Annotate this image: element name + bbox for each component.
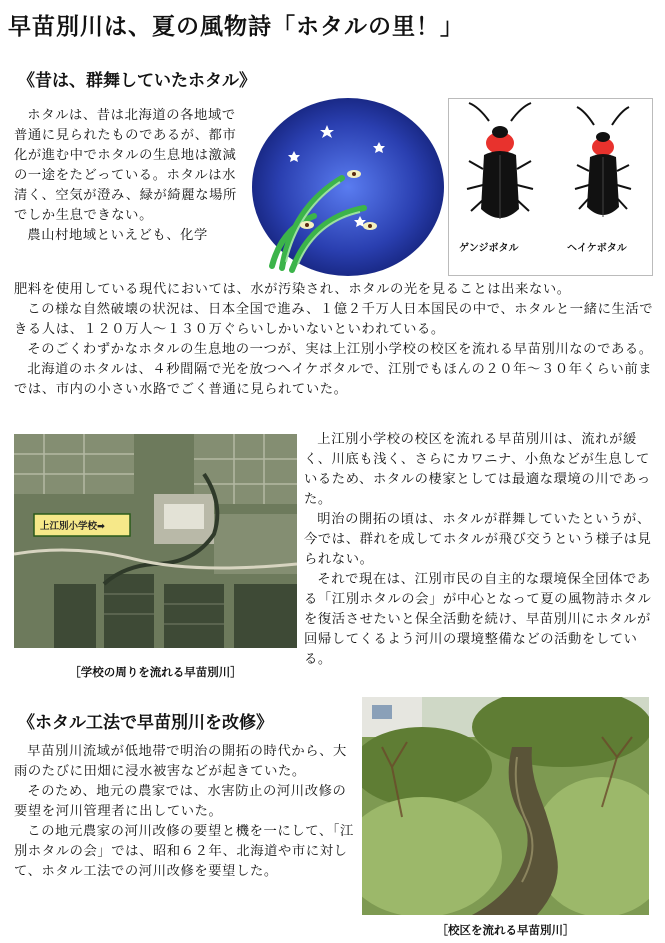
aerial-caption: ［学校の周りを流れる早苗別川］ — [69, 665, 242, 679]
paragraph: 明治の開拓の頃は、ホタルが群舞していたというが、今では、群れを成してホタルが飛び交うという様子は見られない。 — [304, 512, 652, 567]
heike-label: ヘイケボタル — [567, 243, 627, 254]
section2-heading: 《ホタル工法で早苗別川を改修》 — [18, 713, 273, 733]
paragraph: この様な自然破壊の状況は、日本全国で進み、１億２千万人日本国民の中で、ホタルと一緒に生活できる人は、１２０万人～１３０万ぐらいしかいないといわれている。 — [14, 302, 654, 337]
night-firefly-illustration — [252, 98, 444, 276]
paragraph: そのため、地元の農家では、水害防止の河川改修の要望を河川管理者に出していた。 — [14, 784, 347, 819]
section1-text-full — [14, 280, 659, 400]
heike-firefly-icon — [575, 107, 631, 217]
genji-label: ゲンジボタル — [459, 243, 519, 254]
paragraph: 上江別小学校の校区を流れる早苗別川は、流れが緩く、川底も浅く、さらにカワニナ、小魚などが生息しているため、ホタルの棲家としては最適な環境の川であった。 — [304, 432, 651, 507]
section1-text-right — [304, 430, 659, 670]
paragraph: 農山村地域といえども、化学 — [27, 228, 208, 243]
paragraph: 肥料を使用している現代においては、水が汚染され、ホタルの光を見ることは出来ない。 — [14, 282, 571, 297]
aerial-photo — [14, 434, 297, 648]
paragraph: この地元農家の河川改修の要望と機を一にして、「江別ホタルの会」では、昭和６２年、北海道や市に対して、ホタル工法での河川改修を要望した。 — [14, 824, 354, 879]
paragraph: それで現在は、江別市民の自主的な環境保全団体である「江別ホタルの会」が中心となって夏の風物詩ホタルを復活させたいと保全活動を続け、早苗別川にホタルが回帰してくるよう河川の環境整備などの活動をしている。 — [304, 572, 652, 667]
paragraph: そのごくわずかなホタルの生息地の一つが、実は上江別小学校の校区を流れる早苗別川なのである。 — [27, 342, 653, 357]
section1-heading: 《昔は、群舞していたホタル》 — [18, 71, 256, 91]
firefly-species-illustration — [448, 98, 653, 276]
paragraph: 早苗別川流域が低地帯で明治の開拓の時代から、大雨のたびに田畑に浸水被害などが起きていた。 — [14, 744, 347, 779]
section1-text-top — [14, 106, 246, 246]
river-photo — [362, 697, 649, 915]
aerial-school-label: 上江別小学校➡ — [40, 521, 105, 532]
page-title: 早苗別川は、夏の風物詩「ホタルの里！」 — [8, 14, 464, 40]
genji-firefly-icon — [467, 103, 533, 219]
river-caption: ［校区を流れる早苗別川］ — [436, 923, 575, 937]
section2-text — [14, 742, 354, 882]
paragraph: 北海道のホタルは、４秒間隔で光を放つへイケボタルで、江別でもほんの２０年～３０年くらい前までは、市内の小さい水路でごく普通に見られていた。 — [14, 362, 653, 397]
paragraph: ホタルは、昔は北海道の各地域で普通に見られたものであるが、都市化が進む中でホタルの生息地は激減の一途をたどっている。ホタルは水清く、空気が澄み、緑が綺麗な場所でしか生息できない。 — [14, 108, 237, 223]
